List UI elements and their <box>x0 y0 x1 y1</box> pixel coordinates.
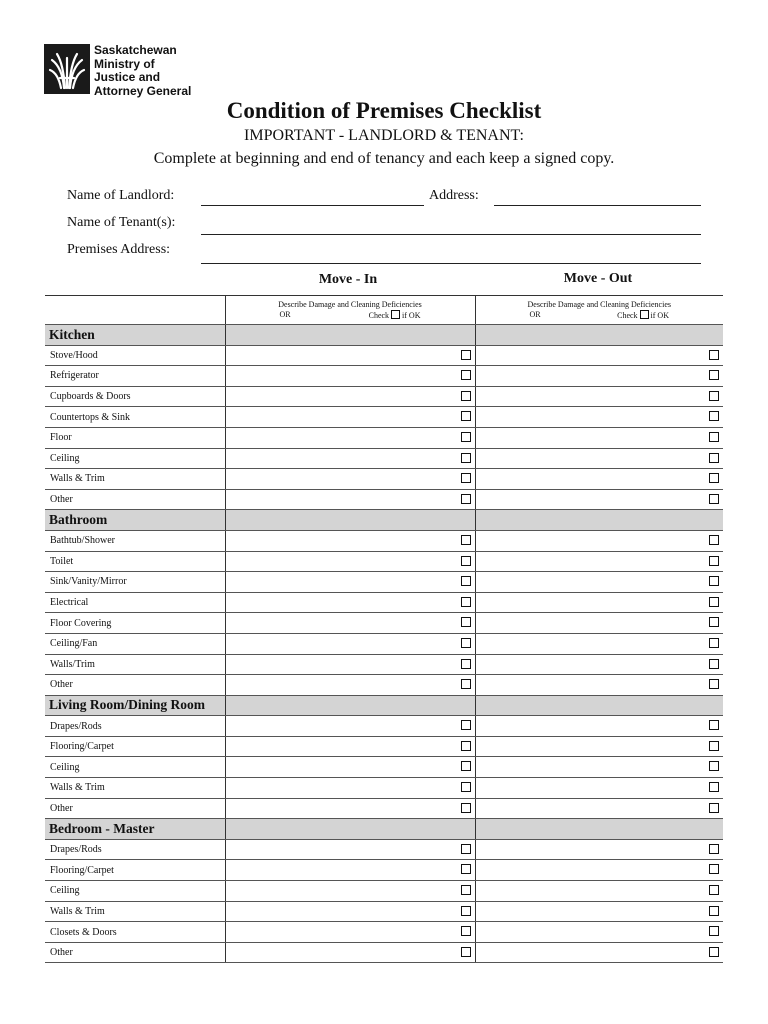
move-in-description-cell[interactable] <box>225 427 475 448</box>
move-in-description-cell[interactable] <box>225 489 475 510</box>
move-in-instructions <box>225 296 475 325</box>
wheat-sheaf-icon <box>44 44 90 94</box>
move-out-description-cell[interactable] <box>475 675 723 696</box>
item-label: Other <box>45 798 225 819</box>
move-out-ok-checkbox[interactable] <box>709 638 719 648</box>
move-in-ok-checkbox[interactable] <box>461 782 471 792</box>
move-in-description-cell[interactable] <box>225 592 475 613</box>
checklist-row <box>45 613 723 634</box>
move-out-ok-checkbox[interactable] <box>709 741 719 751</box>
item-label: Closets & Doors <box>45 922 225 943</box>
move-in-description-cell[interactable] <box>225 881 475 902</box>
move-in-ok-checkbox[interactable] <box>461 453 471 463</box>
move-out-ok-checkbox[interactable] <box>709 473 719 483</box>
move-out-description-cell[interactable] <box>475 613 723 634</box>
move-out-ok-checkbox[interactable] <box>709 844 719 854</box>
checklist-row <box>45 572 723 593</box>
move-in-description-cell[interactable] <box>225 613 475 634</box>
checkbox-icon <box>391 310 400 319</box>
item-label: Ceiling <box>45 881 225 902</box>
move-in-ok-checkbox[interactable] <box>461 885 471 895</box>
landlord-name-field[interactable] <box>201 205 424 206</box>
move-out-ok-checkbox[interactable] <box>709 617 719 627</box>
item-label: Ceiling/Fan <box>45 633 225 654</box>
checklist-table <box>45 295 723 963</box>
item-label: Walls/Trim <box>45 654 225 675</box>
checklist-row <box>45 654 723 675</box>
move-in-ok-checkbox[interactable] <box>461 576 471 586</box>
checklist-row <box>45 345 723 366</box>
move-out-description-cell[interactable] <box>475 860 723 881</box>
move-in-description-cell[interactable] <box>225 798 475 819</box>
move-out-ok-checkbox[interactable] <box>709 432 719 442</box>
checklist-row <box>45 427 723 448</box>
move-in-ok-checkbox[interactable] <box>461 947 471 957</box>
move-out-description-cell[interactable] <box>475 901 723 922</box>
move-in-description-cell[interactable] <box>225 386 475 407</box>
move-out-description-cell[interactable] <box>475 881 723 902</box>
move-in-ok-checkbox[interactable] <box>461 391 471 401</box>
instruction-text: Complete at beginning and end of tenancy and each keep a signed copy. <box>153 150 615 167</box>
checklist-row <box>45 778 723 799</box>
move-out-description-cell[interactable] <box>475 448 723 469</box>
item-label: Ceiling <box>45 448 225 469</box>
move-out-description-cell[interactable] <box>475 489 723 510</box>
page-title: Condition of Premises Checklist <box>226 98 542 123</box>
move-out-description-cell[interactable] <box>475 551 723 572</box>
move-in-ok-checkbox[interactable] <box>461 926 471 936</box>
section-move-in-cell <box>225 819 475 840</box>
section-header-row <box>45 325 723 346</box>
move-in-description-cell[interactable] <box>225 716 475 737</box>
move-out-ok-checkbox[interactable] <box>709 926 719 936</box>
move-out-description-cell[interactable] <box>475 839 723 860</box>
checklist-row <box>45 489 723 510</box>
move-in-ok-checkbox[interactable] <box>461 844 471 854</box>
move-out-ok-checkbox[interactable] <box>709 453 719 463</box>
item-label: Other <box>45 675 225 696</box>
move-in-description-cell[interactable] <box>225 366 475 387</box>
section-move-out-cell <box>475 325 723 346</box>
checklist-row <box>45 922 723 943</box>
move-in-description-cell[interactable] <box>225 469 475 490</box>
or-text: OR <box>529 309 541 319</box>
move-in-ok-checkbox[interactable] <box>461 556 471 566</box>
move-out-ok-checkbox[interactable] <box>709 761 719 771</box>
move-in-description-cell[interactable] <box>225 675 475 696</box>
item-label: Flooring/Carpet <box>45 860 225 881</box>
item-label: Countertops & Sink <box>45 407 225 428</box>
section-move-in-cell <box>225 325 475 346</box>
move-out-ok-checkbox[interactable] <box>709 864 719 874</box>
move-out-description-cell[interactable] <box>475 427 723 448</box>
header-blank-cell <box>45 296 225 325</box>
checklist-row <box>45 675 723 696</box>
section-title: Kitchen <box>45 325 225 346</box>
move-in-description-cell[interactable] <box>225 407 475 428</box>
move-out-ok-checkbox[interactable] <box>709 679 719 689</box>
move-in-description-cell[interactable] <box>225 901 475 922</box>
move-out-description-cell[interactable] <box>475 407 723 428</box>
move-out-ok-checkbox[interactable] <box>709 350 719 360</box>
move-in-ok-checkbox[interactable] <box>461 659 471 669</box>
if-ok-text: if OK <box>402 310 421 320</box>
section-move-in-cell <box>225 510 475 531</box>
section-move-out-cell <box>475 819 723 840</box>
move-in-description-cell[interactable] <box>225 736 475 757</box>
item-label: Other <box>45 489 225 510</box>
item-label: Toilet <box>45 551 225 572</box>
item-label: Refrigerator <box>45 366 225 387</box>
tenant-label: Name of Tenant(s): <box>67 215 176 230</box>
address-label: Address: <box>429 188 479 203</box>
move-out-ok-checkbox[interactable] <box>709 782 719 792</box>
item-label: Sink/Vanity/Mirror <box>45 572 225 593</box>
move-out-description-cell[interactable] <box>475 469 723 490</box>
move-in-ok-checkbox[interactable] <box>461 473 471 483</box>
move-in-header: Move - In <box>318 272 378 287</box>
move-out-ok-checkbox[interactable] <box>709 370 719 380</box>
move-out-ok-checkbox[interactable] <box>709 494 719 504</box>
move-out-ok-checkbox[interactable] <box>709 597 719 607</box>
section-title: Living Room/Dining Room <box>45 695 225 716</box>
checklist-row <box>45 448 723 469</box>
move-out-description-cell[interactable] <box>475 345 723 366</box>
move-in-ok-checkbox[interactable] <box>461 494 471 504</box>
move-in-ok-checkbox[interactable] <box>461 617 471 627</box>
checklist-row <box>45 757 723 778</box>
logo-line-4: Attorney General <box>94 83 192 98</box>
move-in-ok-checkbox[interactable] <box>461 411 471 421</box>
checklist-row <box>45 366 723 387</box>
checklist-row <box>45 386 723 407</box>
move-out-ok-checkbox[interactable] <box>709 720 719 730</box>
checklist-row <box>45 633 723 654</box>
move-in-description-cell[interactable] <box>225 551 475 572</box>
tenant-name-field[interactable] <box>201 234 701 235</box>
checklist-row <box>45 881 723 902</box>
describe-text: Describe Damage and Cleaning Deficiencies <box>527 299 671 309</box>
move-out-description-cell[interactable] <box>475 386 723 407</box>
checkbox-icon <box>640 310 649 319</box>
move-in-description-cell[interactable] <box>225 942 475 963</box>
move-in-ok-checkbox[interactable] <box>461 597 471 607</box>
move-out-description-cell[interactable] <box>475 572 723 593</box>
section-header-row <box>45 695 723 716</box>
move-in-ok-checkbox[interactable] <box>461 350 471 360</box>
move-in-description-cell[interactable] <box>225 448 475 469</box>
move-in-ok-checkbox[interactable] <box>461 535 471 545</box>
move-out-description-cell[interactable] <box>475 366 723 387</box>
check-text: Check <box>368 310 390 320</box>
checklist-row <box>45 407 723 428</box>
ministry-logo <box>44 44 191 98</box>
item-label: Walls & Trim <box>45 469 225 490</box>
item-label: Other <box>45 942 225 963</box>
move-in-ok-checkbox[interactable] <box>461 679 471 689</box>
check-text: Check <box>617 310 638 320</box>
move-out-description-cell[interactable] <box>475 530 723 551</box>
checklist-row <box>45 551 723 572</box>
move-out-instructions <box>475 296 723 325</box>
move-in-description-cell[interactable] <box>225 572 475 593</box>
section-move-out-cell <box>475 510 723 531</box>
move-in-description-cell[interactable] <box>225 839 475 860</box>
section-header-row <box>45 510 723 531</box>
or-text: OR <box>279 309 291 319</box>
section-move-in-cell <box>225 695 475 716</box>
move-out-description-cell[interactable] <box>475 736 723 757</box>
describe-text: Describe Damage and Cleaning Deficiencies <box>278 299 422 309</box>
checklist-row <box>45 716 723 737</box>
item-label: Walls & Trim <box>45 778 225 799</box>
item-label: Floor Covering <box>45 613 225 634</box>
item-label: Cupboards & Doors <box>45 386 225 407</box>
move-in-ok-checkbox[interactable] <box>461 720 471 730</box>
item-label: Drapes/Rods <box>45 716 225 737</box>
item-label: Ceiling <box>45 757 225 778</box>
move-in-description-cell[interactable] <box>225 345 475 366</box>
logo-line-3: Justice and <box>94 70 161 84</box>
checklist-row <box>45 901 723 922</box>
address-field[interactable] <box>494 205 701 206</box>
move-out-ok-checkbox[interactable] <box>709 411 719 421</box>
item-label: Electrical <box>45 592 225 613</box>
move-in-description-cell[interactable] <box>225 530 475 551</box>
item-label: Floor <box>45 427 225 448</box>
move-out-ok-checkbox[interactable] <box>709 906 719 916</box>
move-out-ok-checkbox[interactable] <box>709 556 719 566</box>
move-in-ok-checkbox[interactable] <box>461 432 471 442</box>
move-out-ok-checkbox[interactable] <box>709 391 719 401</box>
checklist-row <box>45 860 723 881</box>
checklist-row <box>45 530 723 551</box>
section-title: Bathroom <box>45 510 225 531</box>
move-in-description-cell[interactable] <box>225 757 475 778</box>
move-in-ok-checkbox[interactable] <box>461 370 471 380</box>
move-out-description-cell[interactable] <box>475 716 723 737</box>
move-in-description-cell[interactable] <box>225 860 475 881</box>
section-title: Bedroom - Master <box>45 819 225 840</box>
premises-address-field[interactable] <box>201 263 701 264</box>
move-out-description-cell[interactable] <box>475 654 723 675</box>
item-label: Flooring/Carpet <box>45 736 225 757</box>
logo-line-1: Saskatchewan <box>94 43 177 57</box>
move-out-description-cell[interactable] <box>475 778 723 799</box>
section-header-row <box>45 819 723 840</box>
item-label: Stove/Hood <box>45 345 225 366</box>
move-in-ok-checkbox[interactable] <box>461 638 471 648</box>
move-out-ok-checkbox[interactable] <box>709 535 719 545</box>
move-out-header: Move - Out <box>563 271 633 286</box>
move-out-description-cell[interactable] <box>475 757 723 778</box>
move-in-ok-checkbox[interactable] <box>461 906 471 916</box>
move-out-ok-checkbox[interactable] <box>709 659 719 669</box>
move-out-description-cell[interactable] <box>475 798 723 819</box>
premises-label: Premises Address: <box>67 242 171 257</box>
move-in-description-cell[interactable] <box>225 778 475 799</box>
move-out-description-cell[interactable] <box>475 922 723 943</box>
move-in-ok-checkbox[interactable] <box>461 864 471 874</box>
move-out-ok-checkbox[interactable] <box>709 576 719 586</box>
landlord-label: Name of Landlord: <box>67 188 175 203</box>
page-subtitle: IMPORTANT - LANDLORD & TENANT: <box>244 127 524 144</box>
checklist-row <box>45 942 723 963</box>
move-out-description-cell[interactable] <box>475 633 723 654</box>
item-label: Bathtub/Shower <box>45 530 225 551</box>
table-header-row <box>45 296 723 325</box>
checklist-row <box>45 839 723 860</box>
checklist-row <box>45 798 723 819</box>
move-in-ok-checkbox[interactable] <box>461 803 471 813</box>
checklist-row <box>45 736 723 757</box>
move-in-description-cell[interactable] <box>225 922 475 943</box>
move-out-description-cell[interactable] <box>475 592 723 613</box>
section-move-out-cell <box>475 695 723 716</box>
move-out-ok-checkbox[interactable] <box>709 885 719 895</box>
checklist-row <box>45 592 723 613</box>
if-ok-text: if OK <box>650 310 669 320</box>
move-out-ok-checkbox[interactable] <box>709 803 719 813</box>
move-in-ok-checkbox[interactable] <box>461 741 471 751</box>
move-out-ok-checkbox[interactable] <box>709 947 719 957</box>
item-label: Walls & Trim <box>45 901 225 922</box>
move-in-description-cell[interactable] <box>225 654 475 675</box>
logo-line-2: Ministry of <box>94 56 155 71</box>
move-in-ok-checkbox[interactable] <box>461 761 471 771</box>
item-label: Drapes/Rods <box>45 839 225 860</box>
move-out-description-cell[interactable] <box>475 942 723 963</box>
checklist-row <box>45 469 723 490</box>
move-in-description-cell[interactable] <box>225 633 475 654</box>
